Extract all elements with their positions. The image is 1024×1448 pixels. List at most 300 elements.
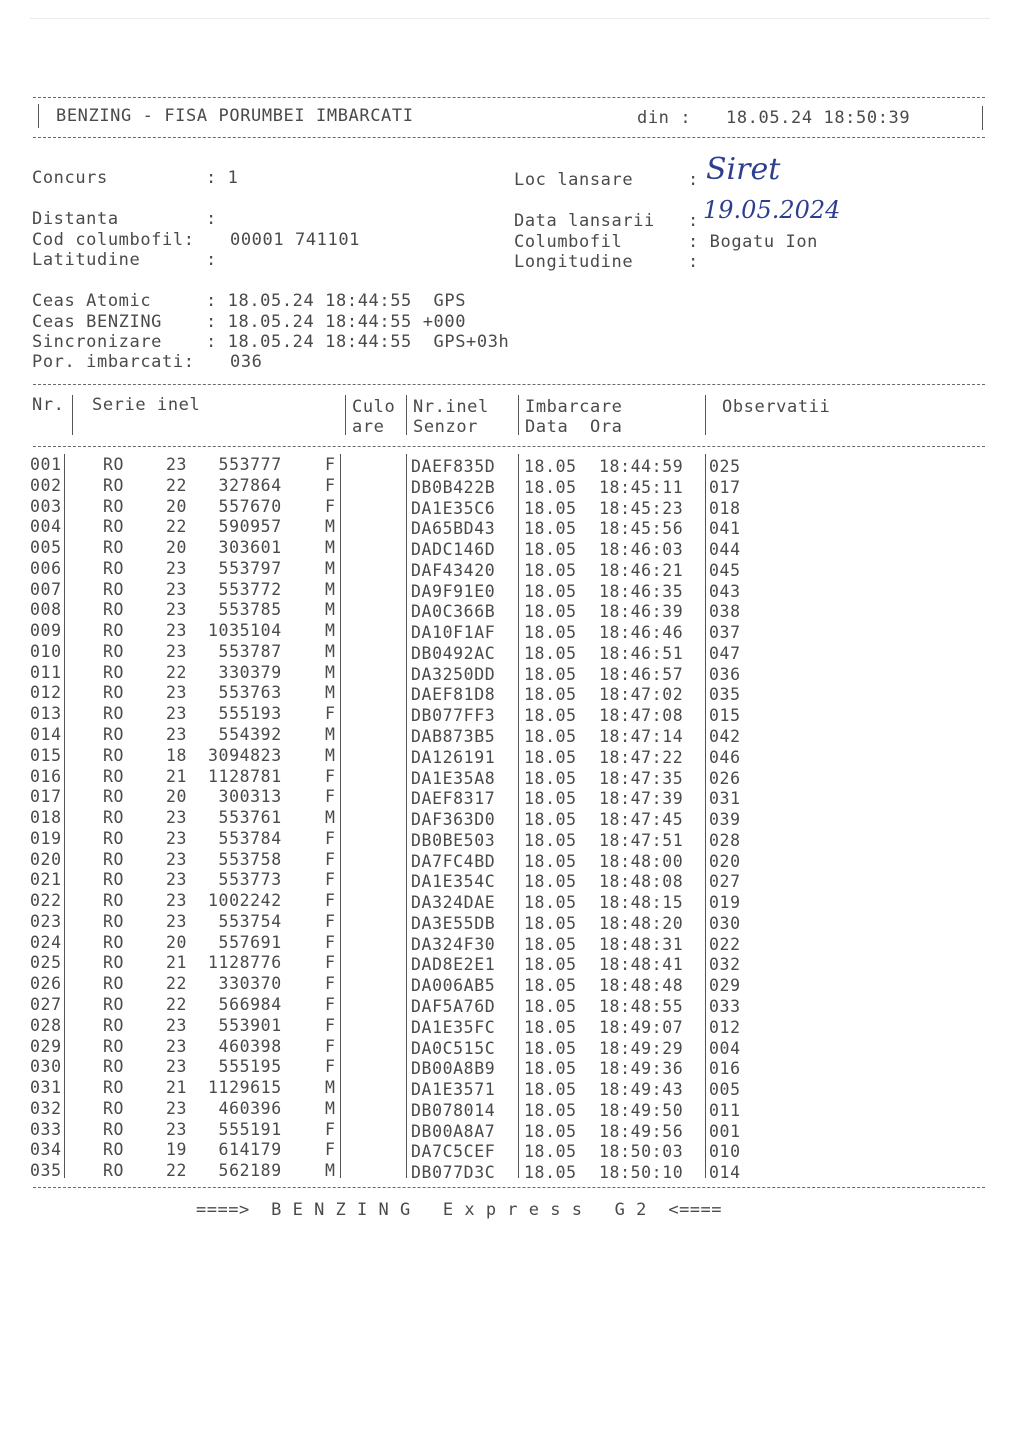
row-nr: 017 bbox=[30, 787, 62, 807]
row-date: 18.05 bbox=[524, 997, 577, 1017]
col-header-imbarcare-2: Data Ora bbox=[525, 417, 623, 437]
row-observatii: 014 bbox=[709, 1163, 741, 1183]
row-observatii: 026 bbox=[709, 768, 741, 788]
row-time: 18:46:39 bbox=[599, 602, 684, 622]
row-time: 18:48:55 bbox=[599, 997, 684, 1017]
table-bottom-rule bbox=[33, 1187, 985, 1188]
row-sensor-id: DADC146D bbox=[411, 540, 496, 560]
row-sensor-id: DAD8E2E1 bbox=[411, 955, 496, 975]
table-row bbox=[0, 538, 1024, 559]
footer-brand: ====> B E N Z I N G E x p r e s s G 2 <==== bbox=[196, 1200, 723, 1220]
ceas-benzing-value: : 18.05.24 18:44:55 +000 bbox=[206, 312, 467, 332]
row-sensor-id: DB00A8A7 bbox=[411, 1121, 496, 1141]
row-time: 18:47:45 bbox=[599, 810, 684, 830]
row-country: RO bbox=[103, 849, 125, 869]
row-sex: F bbox=[325, 995, 336, 1015]
row-nr: 023 bbox=[30, 911, 62, 931]
col-header-serie-inel: Serie inel bbox=[92, 395, 201, 415]
row-time: 18:48:08 bbox=[599, 872, 684, 892]
longitudine-label: Longitudine bbox=[514, 252, 634, 272]
row-year: 20 bbox=[166, 496, 188, 516]
row-ring-number: 555191 bbox=[208, 1119, 282, 1139]
row-nr: 018 bbox=[30, 808, 62, 828]
cod-columbofil-value: 00001 741101 bbox=[230, 230, 361, 250]
row-nr: 008 bbox=[30, 600, 62, 620]
row-observatii: 035 bbox=[709, 685, 741, 705]
table-row bbox=[0, 1037, 1024, 1058]
row-time: 18:47:35 bbox=[599, 768, 684, 788]
row-country: RO bbox=[103, 538, 125, 558]
row-year: 20 bbox=[166, 932, 188, 952]
row-country: RO bbox=[103, 974, 125, 994]
row-date: 18.05 bbox=[524, 872, 577, 892]
row-nr: 004 bbox=[30, 517, 62, 537]
row-nr: 013 bbox=[30, 704, 62, 724]
row-ring-number: 590957 bbox=[208, 517, 282, 537]
table-row bbox=[0, 974, 1024, 995]
row-ring-number: 303601 bbox=[208, 538, 282, 558]
row-date: 18.05 bbox=[524, 913, 577, 933]
row-nr: 001 bbox=[30, 455, 62, 474]
row-year: 23 bbox=[166, 870, 188, 890]
row-sensor-id: DA1E35C6 bbox=[411, 498, 496, 518]
row-time: 18:46:46 bbox=[599, 623, 684, 643]
sincronizare-value: : 18.05.24 18:44:55 GPS+03h bbox=[206, 332, 510, 352]
row-time: 18:50:03 bbox=[599, 1142, 684, 1162]
row-observatii: 001 bbox=[709, 1121, 741, 1141]
row-sensor-id: DAF363D0 bbox=[411, 810, 496, 830]
row-sensor-id: DA006AB5 bbox=[411, 976, 496, 996]
data-lansarii-handwritten: 19.05.2024 bbox=[703, 196, 841, 224]
row-date: 18.05 bbox=[524, 851, 577, 871]
scan-edge-line bbox=[30, 18, 990, 19]
row-country: RO bbox=[103, 662, 125, 682]
col-header-nr: Nr. bbox=[32, 395, 65, 415]
row-sex: F bbox=[325, 828, 336, 848]
row-nr: 020 bbox=[30, 849, 62, 869]
row-observatii: 022 bbox=[709, 934, 741, 954]
distanta-value: : bbox=[206, 209, 217, 229]
row-country: RO bbox=[103, 1036, 125, 1056]
row-country: RO bbox=[103, 766, 125, 786]
row-sensor-id: DB0B422B bbox=[411, 477, 496, 497]
row-year: 23 bbox=[166, 621, 188, 641]
row-date: 18.05 bbox=[524, 623, 577, 643]
row-sensor-id: DA1E354C bbox=[411, 872, 496, 892]
row-year: 22 bbox=[166, 1161, 188, 1181]
row-observatii: 031 bbox=[709, 789, 741, 809]
header-left-bar bbox=[38, 104, 39, 128]
row-nr: 032 bbox=[30, 1098, 62, 1118]
row-sensor-id: DAEF8317 bbox=[411, 789, 496, 809]
row-year: 23 bbox=[166, 558, 188, 578]
row-ring-number: 327864 bbox=[208, 475, 282, 495]
row-ring-number: 555195 bbox=[208, 1057, 282, 1077]
row-time: 18:46:57 bbox=[599, 664, 684, 684]
longitudine-value: : bbox=[688, 252, 699, 272]
row-country: RO bbox=[103, 828, 125, 848]
table-row bbox=[0, 995, 1024, 1016]
row-nr: 019 bbox=[30, 828, 62, 848]
row-nr: 009 bbox=[30, 621, 62, 641]
row-time: 18:45:11 bbox=[599, 477, 684, 497]
row-country: RO bbox=[103, 870, 125, 890]
row-time: 18:48:15 bbox=[599, 893, 684, 913]
row-sex: F bbox=[325, 496, 336, 516]
row-sensor-id: DAF5A76D bbox=[411, 997, 496, 1017]
row-sex: F bbox=[325, 891, 336, 911]
row-country: RO bbox=[103, 704, 125, 724]
col-header-imbarcare-1: Imbarcare bbox=[525, 397, 623, 417]
row-sensor-id: DAEF835D bbox=[411, 457, 496, 476]
table-row bbox=[0, 559, 1024, 580]
ceas-benzing-label: Ceas BENZING bbox=[32, 312, 163, 332]
table-row bbox=[0, 704, 1024, 725]
concurs-value: : 1 bbox=[206, 168, 239, 188]
row-ring-number: 557670 bbox=[208, 496, 282, 516]
row-time: 18:48:20 bbox=[599, 913, 684, 933]
row-ring-number: 553772 bbox=[208, 579, 282, 599]
row-nr: 007 bbox=[30, 579, 62, 599]
row-time: 18:47:51 bbox=[599, 830, 684, 850]
row-ring-number: 3094823 bbox=[208, 745, 282, 765]
col-sep-imbarcare bbox=[705, 395, 706, 435]
row-observatii: 015 bbox=[709, 706, 741, 726]
row-ring-number: 1128776 bbox=[208, 953, 282, 973]
row-ring-number: 557691 bbox=[208, 932, 282, 952]
row-ring-number: 1035104 bbox=[208, 621, 282, 641]
row-sex: F bbox=[325, 974, 336, 994]
row-observatii: 016 bbox=[709, 1059, 741, 1079]
row-ring-number: 553785 bbox=[208, 600, 282, 620]
row-time: 18:49:07 bbox=[599, 1017, 684, 1037]
table-row bbox=[0, 1161, 1024, 1182]
row-ring-number: 1129615 bbox=[208, 1078, 282, 1098]
row-sex: F bbox=[325, 849, 336, 869]
row-ring-number: 562189 bbox=[208, 1161, 282, 1181]
row-ring-number: 330370 bbox=[208, 974, 282, 994]
row-nr: 005 bbox=[30, 538, 62, 558]
latitudine-value: : bbox=[206, 250, 217, 270]
row-ring-number: 553784 bbox=[208, 828, 282, 848]
row-country: RO bbox=[103, 496, 125, 516]
table-row bbox=[0, 850, 1024, 871]
row-observatii: 012 bbox=[709, 1017, 741, 1037]
row-ring-number: 614179 bbox=[208, 1140, 282, 1160]
columbofil-label: Columbofil bbox=[514, 232, 623, 252]
row-sex: M bbox=[325, 662, 336, 682]
row-observatii: 036 bbox=[709, 664, 741, 684]
row-sex: M bbox=[325, 1161, 336, 1181]
row-sex: F bbox=[325, 704, 336, 724]
row-country: RO bbox=[103, 600, 125, 620]
row-date: 18.05 bbox=[524, 893, 577, 913]
table-row bbox=[0, 642, 1024, 663]
row-year: 22 bbox=[166, 662, 188, 682]
porumbei-imbarcati-label: Por. imbarcati: bbox=[32, 352, 195, 372]
loc-lansare-handwritten: Siret bbox=[706, 152, 781, 187]
row-observatii: 033 bbox=[709, 997, 741, 1017]
row-time: 18:47:02 bbox=[599, 685, 684, 705]
row-observatii: 017 bbox=[709, 477, 741, 497]
row-sensor-id: DA126191 bbox=[411, 747, 496, 767]
row-date: 18.05 bbox=[524, 768, 577, 788]
row-ring-number: 553777 bbox=[208, 455, 282, 474]
row-date: 18.05 bbox=[524, 560, 577, 580]
row-nr: 035 bbox=[30, 1161, 62, 1181]
row-time: 18:50:10 bbox=[599, 1163, 684, 1183]
cod-columbofil-label: Cod columbofil: bbox=[32, 230, 195, 250]
row-nr: 034 bbox=[30, 1140, 62, 1160]
row-time: 18:44:59 bbox=[599, 457, 684, 476]
distanta-label: Distanta bbox=[32, 209, 119, 229]
row-sex: F bbox=[325, 932, 336, 952]
row-year: 23 bbox=[166, 1036, 188, 1056]
row-country: RO bbox=[103, 725, 125, 744]
row-sex: F bbox=[325, 1119, 336, 1139]
row-country: RO bbox=[103, 1140, 125, 1160]
row-sex: M bbox=[325, 538, 336, 558]
row-date: 18.05 bbox=[524, 664, 577, 684]
row-country: RO bbox=[103, 621, 125, 641]
row-ring-number: 553787 bbox=[208, 641, 282, 661]
row-observatii: 018 bbox=[709, 498, 741, 518]
row-sensor-id: DA0C366B bbox=[411, 602, 496, 622]
row-nr: 029 bbox=[30, 1036, 62, 1056]
row-country: RO bbox=[103, 808, 125, 828]
table-row bbox=[0, 517, 1024, 538]
row-year: 23 bbox=[166, 911, 188, 931]
row-sex: M bbox=[325, 725, 336, 744]
row-observatii: 043 bbox=[709, 581, 741, 601]
sincronizare-label: Sincronizare bbox=[32, 332, 163, 352]
row-sensor-id: DA1E35A8 bbox=[411, 768, 496, 788]
table-row bbox=[0, 600, 1024, 621]
row-country: RO bbox=[103, 911, 125, 931]
row-year: 20 bbox=[166, 787, 188, 807]
row-country: RO bbox=[103, 745, 125, 765]
row-sensor-id: DAEF81D8 bbox=[411, 685, 496, 705]
row-ring-number: 553761 bbox=[208, 808, 282, 828]
row-year: 22 bbox=[166, 517, 188, 537]
row-date: 18.05 bbox=[524, 581, 577, 601]
table-row bbox=[0, 787, 1024, 808]
row-ring-number: 553797 bbox=[208, 558, 282, 578]
row-country: RO bbox=[103, 683, 125, 703]
row-year: 23 bbox=[166, 579, 188, 599]
row-sex: M bbox=[325, 745, 336, 765]
table-row bbox=[0, 891, 1024, 912]
row-nr: 016 bbox=[30, 766, 62, 786]
row-nr: 015 bbox=[30, 745, 62, 765]
row-country: RO bbox=[103, 787, 125, 807]
row-sensor-id: DA3250DD bbox=[411, 664, 496, 684]
row-date: 18.05 bbox=[524, 727, 577, 746]
row-sex: F bbox=[325, 953, 336, 973]
header-bottom-rule bbox=[33, 137, 985, 138]
row-year: 21 bbox=[166, 953, 188, 973]
row-year: 18 bbox=[166, 745, 188, 765]
row-ring-number: 553758 bbox=[208, 849, 282, 869]
row-country: RO bbox=[103, 995, 125, 1015]
row-ring-number: 553773 bbox=[208, 870, 282, 890]
row-observatii: 010 bbox=[709, 1142, 741, 1162]
row-date: 18.05 bbox=[524, 602, 577, 622]
row-sex: F bbox=[325, 1057, 336, 1077]
row-year: 23 bbox=[166, 808, 188, 828]
ceas-atomic-value: : 18.05.24 18:44:55 GPS bbox=[206, 291, 467, 311]
row-year: 22 bbox=[166, 974, 188, 994]
row-time: 18:49:43 bbox=[599, 1080, 684, 1100]
row-sensor-id: DA65BD43 bbox=[411, 519, 496, 539]
table-header-top-rule bbox=[33, 384, 985, 385]
row-sensor-id: DB00A8B9 bbox=[411, 1059, 496, 1079]
row-time: 18:49:50 bbox=[599, 1100, 684, 1120]
row-time: 18:49:36 bbox=[599, 1059, 684, 1079]
row-nr: 028 bbox=[30, 1015, 62, 1035]
row-ring-number: 300313 bbox=[208, 787, 282, 807]
row-date: 18.05 bbox=[524, 810, 577, 830]
row-sex: F bbox=[325, 766, 336, 786]
row-sensor-id: DA324DAE bbox=[411, 893, 496, 913]
table-row bbox=[0, 808, 1024, 829]
table-row bbox=[0, 1099, 1024, 1120]
row-time: 18:47:08 bbox=[599, 706, 684, 726]
table-row bbox=[0, 912, 1024, 933]
row-time: 18:48:31 bbox=[599, 934, 684, 954]
row-date: 18.05 bbox=[524, 934, 577, 954]
col-sep-serie bbox=[345, 395, 346, 435]
row-time: 18:48:00 bbox=[599, 851, 684, 871]
col-sep-culoare bbox=[406, 395, 407, 435]
table-row bbox=[0, 683, 1024, 704]
row-observatii: 038 bbox=[709, 602, 741, 622]
row-country: RO bbox=[103, 1119, 125, 1139]
latitudine-label: Latitudine bbox=[32, 250, 141, 270]
table-row bbox=[0, 1078, 1024, 1099]
row-year: 23 bbox=[166, 641, 188, 661]
row-sex: M bbox=[325, 1078, 336, 1098]
row-nr: 027 bbox=[30, 995, 62, 1015]
row-observatii: 044 bbox=[709, 540, 741, 560]
table-row bbox=[0, 663, 1024, 684]
row-year: 23 bbox=[166, 725, 188, 744]
row-nr: 024 bbox=[30, 932, 62, 952]
row-observatii: 027 bbox=[709, 872, 741, 892]
row-ring-number: 555193 bbox=[208, 704, 282, 724]
print-date-value: 18.05.24 18:50:39 bbox=[726, 108, 911, 128]
row-sex: F bbox=[325, 475, 336, 495]
row-year: 20 bbox=[166, 538, 188, 558]
row-ring-number: 460396 bbox=[208, 1098, 282, 1118]
row-year: 23 bbox=[166, 455, 188, 474]
row-observatii: 046 bbox=[709, 747, 741, 767]
row-time: 18:49:56 bbox=[599, 1121, 684, 1141]
row-nr: 011 bbox=[30, 662, 62, 682]
row-observatii: 037 bbox=[709, 623, 741, 643]
row-sex: F bbox=[325, 911, 336, 931]
table-row bbox=[0, 870, 1024, 891]
table-row bbox=[0, 1057, 1024, 1078]
row-nr: 006 bbox=[30, 558, 62, 578]
porumbei-imbarcati-value: 036 bbox=[230, 352, 263, 372]
row-sex: M bbox=[325, 621, 336, 641]
row-time: 18:46:03 bbox=[599, 540, 684, 560]
row-time: 18:47:22 bbox=[599, 747, 684, 767]
row-sensor-id: DB0492AC bbox=[411, 643, 496, 663]
row-country: RO bbox=[103, 891, 125, 911]
row-ring-number: 1128781 bbox=[208, 766, 282, 786]
row-sex: F bbox=[325, 1140, 336, 1160]
row-ring-number: 554392 bbox=[208, 725, 282, 744]
row-year: 21 bbox=[166, 766, 188, 786]
data-lansarii-sep: : bbox=[688, 211, 699, 231]
row-time: 18:46:35 bbox=[599, 581, 684, 601]
row-country: RO bbox=[103, 953, 125, 973]
row-nr: 026 bbox=[30, 974, 62, 994]
row-year: 22 bbox=[166, 475, 188, 495]
row-observatii: 004 bbox=[709, 1038, 741, 1058]
row-year: 23 bbox=[166, 683, 188, 703]
row-nr: 022 bbox=[30, 891, 62, 911]
row-date: 18.05 bbox=[524, 643, 577, 663]
row-sensor-id: DB077D3C bbox=[411, 1163, 496, 1183]
row-date: 18.05 bbox=[524, 1080, 577, 1100]
row-year: 23 bbox=[166, 849, 188, 869]
row-date: 18.05 bbox=[524, 1121, 577, 1141]
row-country: RO bbox=[103, 932, 125, 952]
row-nr: 012 bbox=[30, 683, 62, 703]
columbofil-value: : Bogatu Ion bbox=[688, 232, 819, 252]
row-nr: 025 bbox=[30, 953, 62, 973]
row-country: RO bbox=[103, 558, 125, 578]
row-sensor-id: DA1E35FC bbox=[411, 1017, 496, 1037]
print-date-label: din : bbox=[637, 108, 692, 128]
col-header-nr-inel-1: Nr.inel bbox=[413, 397, 489, 417]
table-row bbox=[0, 767, 1024, 788]
row-nr: 021 bbox=[30, 870, 62, 890]
row-sex: M bbox=[325, 808, 336, 828]
row-date: 18.05 bbox=[524, 706, 577, 726]
row-time: 18:49:29 bbox=[599, 1038, 684, 1058]
row-sensor-id: DA10F1AF bbox=[411, 623, 496, 643]
table-row bbox=[0, 933, 1024, 954]
row-nr: 010 bbox=[30, 641, 62, 661]
document-title: BENZING - FISA PORUMBEI IMBARCATI bbox=[56, 106, 414, 126]
row-date: 18.05 bbox=[524, 685, 577, 705]
col-sep-nr bbox=[72, 395, 73, 435]
table-row bbox=[0, 829, 1024, 850]
row-country: RO bbox=[103, 1078, 125, 1098]
row-date: 18.05 bbox=[524, 1142, 577, 1162]
row-observatii: 047 bbox=[709, 643, 741, 663]
row-ring-number: 553901 bbox=[208, 1015, 282, 1035]
row-sex: M bbox=[325, 683, 336, 703]
row-time: 18:46:51 bbox=[599, 643, 684, 663]
row-year: 23 bbox=[166, 891, 188, 911]
row-sex: M bbox=[325, 1098, 336, 1118]
row-nr: 003 bbox=[30, 496, 62, 516]
loc-lansare-sep: : bbox=[688, 170, 699, 190]
row-sex: F bbox=[325, 1036, 336, 1056]
row-sex: M bbox=[325, 579, 336, 599]
row-observatii: 030 bbox=[709, 913, 741, 933]
row-date: 18.05 bbox=[524, 789, 577, 809]
table-row bbox=[0, 580, 1024, 601]
row-country: RO bbox=[103, 517, 125, 537]
table-row bbox=[0, 1120, 1024, 1141]
row-country: RO bbox=[103, 475, 125, 495]
